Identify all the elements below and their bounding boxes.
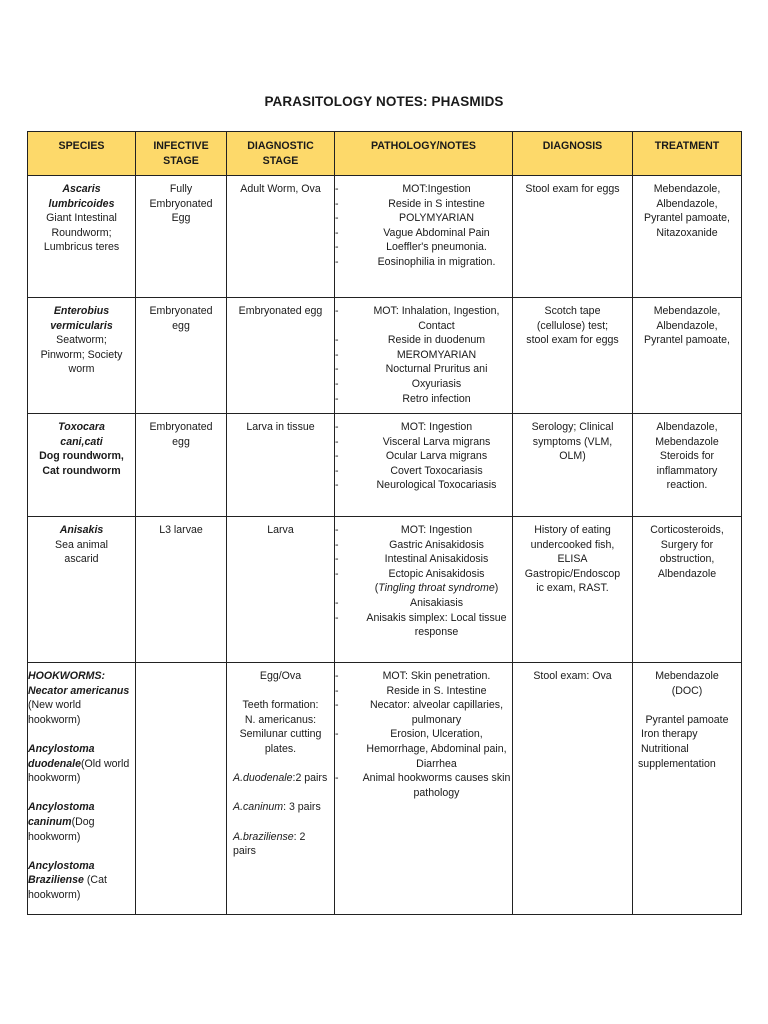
species-name: Enterobius [53, 305, 110, 317]
diagnosis-text: Serology; Clinical [531, 421, 614, 433]
phasmids-table [27, 131, 742, 915]
species-common-name: Seatworm; [56, 334, 107, 347]
diagnostic-stage-text: N. americanus: [244, 713, 317, 726]
header-diagnosis: DIAGNOSIS [513, 132, 633, 176]
diagnosis-text: undercooked fish, [530, 538, 615, 551]
diagnosis-cell [513, 298, 633, 414]
pathology-item: - Reside in S. Intestine [335, 684, 512, 699]
treatment-text: Albendazole, [656, 319, 718, 332]
paren-close: ) [494, 582, 499, 595]
species-common-name: worm [68, 363, 95, 376]
header-diagnostic-stage [227, 132, 335, 176]
hookworm-heading: HOOKWORMS: [28, 670, 106, 682]
infective-stage-cell [136, 517, 227, 663]
treatment-text: Corticosteroids, [650, 524, 724, 536]
species-name: Ancylostoma duodenale [28, 742, 95, 770]
treatment-text: Nutritional [641, 742, 689, 755]
diagnostic-stage-text: plates. [264, 742, 297, 755]
species-cell [28, 298, 136, 414]
pathology-item: - Retro infection [335, 392, 512, 407]
pathology-cell [335, 414, 513, 517]
pathology-list [335, 182, 512, 270]
diagnostic-stage-cell [227, 298, 335, 414]
pathology-item: - Necator: alveolar capillaries, pulmonary [335, 698, 512, 727]
header-row [28, 132, 742, 176]
pathology-italic-note: Tingling throat syndrome [378, 582, 495, 595]
infective-stage-cell [136, 663, 227, 915]
header-treatment: TREATMENT [633, 132, 742, 176]
teeth-pairs-value: : 2 pairs [233, 830, 306, 858]
diagnosis-cell [513, 663, 633, 915]
teeth-pairs-caninum [233, 800, 328, 815]
diagnostic-stage-cell [227, 176, 335, 298]
infective-stage-text: Egg [171, 212, 191, 225]
species-common-name: Roundworm; [51, 226, 112, 239]
species-name: cani,cati [60, 435, 103, 448]
diagnostic-stage-text: Adult Worm, Ova [240, 183, 321, 195]
species-common-name: (Dog hookworm) [28, 815, 95, 843]
species-common-name: Pinworm; Society [40, 348, 123, 361]
header-infective-line-1: INFECTIVE [153, 140, 209, 152]
treatment-text: obstruction, [659, 553, 715, 566]
pathology-item: - POLYMYARIAN [335, 211, 512, 226]
treatment-text: Albendazole [657, 567, 717, 580]
diagnosis-text: ic exam, RAST. [536, 582, 609, 595]
pathology-list [335, 304, 512, 406]
diagnosis-text: symptoms (VLM, [532, 435, 613, 448]
treatment-text: inflammatory [656, 464, 718, 477]
treatment-text: Mebendazole, [653, 183, 721, 195]
diagnosis-cell [513, 176, 633, 298]
treatment-text: Iron therapy [641, 728, 698, 741]
pathology-cell [335, 517, 513, 663]
table-row [28, 663, 742, 915]
pathology-item: - Eosinophilia in migration. [335, 255, 512, 270]
pathology-item: - Animal hookworms causes skin pathology [335, 771, 512, 800]
diagnostic-stage-text: Egg/Ova [259, 670, 302, 682]
diagnostic-stage-cell [227, 414, 335, 517]
pathology-item: - MOT: Ingestion [335, 420, 512, 435]
header-species: SPECIES [28, 132, 136, 176]
hookworm-species [28, 742, 135, 786]
treatment-cell [633, 663, 742, 915]
infective-stage-cell [136, 298, 227, 414]
teeth-pairs-value: :2 pairs [292, 772, 328, 785]
species-abbrev: A.duodenale [233, 772, 293, 785]
species-common-name: Giant Intestinal [46, 212, 117, 225]
pathology-item: - Loeffler's pneumonia. [335, 240, 512, 255]
diagnosis-text: OLM) [559, 450, 586, 463]
species-abbrev: A.braziliense [233, 830, 294, 843]
pathology-list [335, 669, 512, 800]
diagnosis-text: Stool exam: Ova [533, 670, 612, 682]
pathology-item: - MOT: Skin penetration. [335, 669, 512, 684]
treatment-text: (DOC) [671, 684, 703, 697]
diagnosis-text: History of eating [534, 524, 611, 536]
species-cell [28, 663, 136, 915]
species-name: Ancylostoma caninum [28, 801, 95, 828]
species-abbrev: A.caninum [233, 801, 284, 814]
treatment-text: Pyrantel pamoate [645, 713, 729, 726]
pathology-item: - MEROMYARIAN [335, 348, 512, 363]
species-name: Anisakis [59, 524, 104, 536]
diagnostic-stage-text: Embryonated egg [238, 305, 323, 317]
pathology-list [335, 420, 512, 493]
diagnostic-stage-text: Teeth formation: [242, 699, 319, 712]
pathology-item: - Anisakiasis [335, 596, 512, 611]
species-common-name: (Old world hookworm) [28, 757, 130, 785]
diagnosis-text: Stool exam for eggs [525, 183, 620, 195]
table-row [28, 298, 742, 414]
header-diagnostic-line-2: STAGE [262, 154, 299, 167]
hookworm-species [28, 684, 135, 728]
treatment-cell [633, 298, 742, 414]
infective-stage-text: egg [172, 435, 190, 448]
diagnostic-stage-text: Larva [267, 524, 294, 536]
diagnostic-stage-text: Larva in tissue [246, 421, 315, 433]
treatment-text: Nitazoxanide [656, 226, 718, 239]
species-common-name: ascarid [64, 553, 99, 566]
pathology-item: - Neurological Toxocariasis [335, 478, 512, 493]
treatment-text: Albendazole, [656, 197, 718, 210]
treatment-text: Steroids for [659, 450, 715, 463]
pathology-cell [335, 298, 513, 414]
pathology-item: - Reside in S intestine [335, 197, 512, 212]
diagnosis-text: ELISA [557, 553, 588, 566]
diagnosis-text: (cellulose) test; [536, 319, 609, 332]
diagnosis-text: Scotch tape [544, 305, 601, 317]
species-name: vermicularis [50, 319, 113, 332]
pathology-item: - Nocturnal Pruritus ani [335, 362, 512, 377]
hookworm-species [28, 859, 135, 903]
header-infective-stage [136, 132, 227, 176]
teeth-pairs-value: : 3 pairs [283, 801, 321, 814]
treatment-cell [633, 414, 742, 517]
pathology-item: - Intestinal Anisakidosis [335, 552, 512, 567]
paren-open: ( [374, 582, 379, 595]
pathology-item: - Anisakis simplex: Local tissue response [335, 611, 512, 640]
pathology-cell [335, 663, 513, 915]
diagnostic-stage-cell [227, 517, 335, 663]
treatment-cell [633, 176, 742, 298]
treatment-cell [633, 517, 742, 663]
treatment-text: supplementation [638, 757, 716, 770]
pathology-item: - MOT:Ingestion [335, 182, 512, 197]
species-name: Ascaris [62, 183, 101, 195]
infective-stage-text: Embryonated [149, 197, 213, 210]
treatment-text: Albendazole, [656, 421, 718, 433]
diagnosis-cell [513, 517, 633, 663]
pathology-item: - Oxyuriasis [335, 377, 512, 392]
pathology-item: - Gastric Anisakidosis [335, 538, 512, 553]
header-infective-line-2: STAGE [163, 154, 199, 167]
table-row [28, 414, 742, 517]
species-name: lumbricoides [48, 197, 115, 210]
species-name: Toxocara [58, 421, 105, 433]
pathology-item: - Erosion, Ulceration, Hemorrhage, Abdominal pain, Diarrhea [335, 727, 512, 771]
treatment-text: Mebendazole [655, 670, 719, 682]
header-pathology-notes: PATHOLOGY/NOTES [335, 132, 513, 176]
species-common-name: (New world hookworm) [28, 699, 81, 726]
teeth-pairs-duodenale [233, 771, 328, 786]
diagnosis-text: Gastropic/Endoscop [524, 567, 621, 580]
species-common-name: Cat roundworm [42, 464, 121, 477]
diagnostic-stage-cell [227, 663, 335, 915]
species-cell [28, 517, 136, 663]
diagnosis-cell [513, 414, 633, 517]
header-diagnostic-line-1: DIAGNOSTIC [247, 140, 314, 152]
treatment-text: reaction. [666, 479, 708, 492]
pathology-cell [335, 176, 513, 298]
pathology-item: - Covert Toxocariasis [335, 464, 512, 479]
pathology-item-text: Ectopic Anisakidosis [388, 567, 485, 580]
species-name: Ancylostoma Braziliense [28, 859, 95, 887]
table-row [28, 176, 742, 298]
species-name: Necator americanus [28, 684, 130, 697]
treatment-text: Surgery for [660, 538, 714, 551]
infective-stage-text: egg [172, 319, 190, 332]
infective-stage-text: Fully [169, 183, 193, 195]
pathology-item: - Reside in duodenum [335, 333, 512, 348]
treatment-text: Pyrantel pamoate, [644, 334, 730, 347]
diagnosis-text: stool exam for eggs [526, 334, 619, 347]
document-title: PARASITOLOGY NOTES: PHASMIDS [264, 94, 504, 109]
infective-stage-cell [136, 176, 227, 298]
pathology-item [335, 567, 512, 596]
teeth-pairs-braziliense [233, 830, 328, 859]
species-common-name: Dog roundworm, [39, 450, 124, 463]
infective-stage-cell [136, 414, 227, 517]
treatment-text: Mebendazole, [653, 305, 721, 317]
species-common-name: (Cat hookworm) [28, 874, 107, 901]
species-common-name: Lumbricus teres [43, 241, 120, 254]
pathology-item: - MOT: Inhalation, Ingestion, Contact [335, 304, 512, 333]
infective-stage-text: Embryonated [149, 421, 213, 433]
treatment-text: Mebendazole [655, 435, 719, 448]
pathology-list [335, 523, 512, 640]
treatment-text: Pyrantel pamoate, [644, 212, 730, 225]
pathology-item: - Ocular Larva migrans [335, 449, 512, 464]
pathology-item: - Vague Abdominal Pain [335, 226, 512, 241]
pathology-item: - MOT: Ingestion [335, 523, 512, 538]
species-cell [28, 176, 136, 298]
infective-stage-text: L3 larvae [159, 524, 203, 536]
infective-stage-text: Embryonated [149, 305, 213, 317]
hookworm-species [28, 800, 135, 844]
pathology-item: - Visceral Larva migrans [335, 435, 512, 450]
table-row [28, 517, 742, 663]
diagnostic-stage-text: Semilunar cutting [239, 728, 322, 741]
species-common-name: Sea animal [55, 538, 108, 551]
species-cell [28, 414, 136, 517]
